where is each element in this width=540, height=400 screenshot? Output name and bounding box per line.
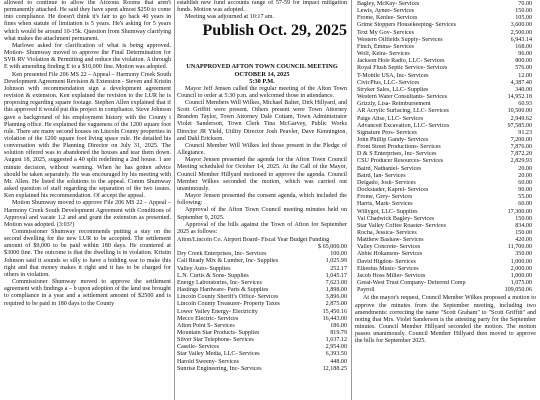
paragraph-intro: establish new fund accounts range of 57-59 for impact mitigation funds. Motion was adopted. <box>177 0 347 14</box>
bill-name: Energy Laboratories, Inc- Services <box>177 279 262 286</box>
bill-amount: 340.00 <box>515 86 532 93</box>
bill-row <box>355 151 536 158</box>
bill-amount: 70.00 <box>518 1 532 7</box>
bill-name: Bagley, McKay- Services <box>357 1 420 7</box>
bill-row <box>355 216 536 223</box>
bill-row <box>355 280 536 287</box>
bill-row <box>355 51 536 58</box>
bill-name: Call Ready Mix & Lumber, Inc- Supplies <box>177 258 279 265</box>
bill-name: Great-West Trust Company- Deferred Comp <box>357 280 466 287</box>
bill-amount: 60.00 <box>518 201 532 208</box>
bill-amount: 252.17 <box>330 265 347 272</box>
bill-row <box>355 123 536 130</box>
bill-row <box>177 366 347 373</box>
bill-name: Matthew Bashaw- Services <box>357 237 424 244</box>
bill-amount: 20.00 <box>518 165 532 172</box>
bill-amount: 7,876.00 <box>510 144 532 151</box>
column-middle <box>177 0 347 400</box>
bill-row <box>355 30 536 37</box>
bill-amount: 834.00 <box>515 222 532 229</box>
bill-name: Mecco Electric- Services <box>177 315 239 322</box>
bill-name: Stryker Sales, LLC- Supplies <box>357 86 429 93</box>
paragraph: Council Member Will Wilkes led those present in the Pledge of Allegiance. <box>177 142 347 157</box>
bill-name: Lewis, Aynee- Services <box>357 8 415 15</box>
publish-date: Publish Oct. 29, 2025 <box>202 22 347 40</box>
paragraph: Mayor Jensen presented the agenda for the Afton Town Council Meeting scheduled for October 14, 2025. At the Call of the Mayor, Council Member Hillyard motioned to approve the agenda. Council Member Wilkes seconded the motion, which was carried out unanimously. <box>177 157 347 192</box>
bill-name: Western Oilfields Supply- Services <box>357 36 443 43</box>
bill-name: Grime Stoppers Housekeeping- Services <box>357 22 456 29</box>
bill-name: Grizzly, Lisa- Reimbursement <box>357 101 431 108</box>
bill-name: Advanced Excavation, LLC- Services <box>357 122 450 129</box>
column-left <box>4 0 171 400</box>
bill-row <box>355 144 536 151</box>
bill-amount: 100.00 <box>330 251 347 258</box>
bill-amount: 20.00 <box>518 172 532 179</box>
bill-rows <box>177 251 347 373</box>
bill-name: Afton/Lincoln Co. Airport Board- Fiscal Year Budget Funding <box>177 236 330 243</box>
bill-name: Lower Valley Energy- Electricity <box>177 308 258 315</box>
bill-row <box>177 258 347 265</box>
bill-amount: 1,637.12 <box>325 337 347 344</box>
bill-amount: 448.00 <box>330 358 347 365</box>
bill-amount: 4,387.40 <box>510 79 532 86</box>
bill-name: CSU Producer Resources- Services <box>357 158 444 165</box>
paragraph: Commissioner Shumway moved to approve the settlement agreement with findings a – b upon adoption of the land use brought to compliance in a year and a settlement amount of $2500 and is required to be paid in 180 days to the County <box>4 279 171 307</box>
bill-name: Harold Sweeny- Services <box>177 358 239 365</box>
bill-name: Mountain Star Products- Supplies <box>177 330 260 336</box>
bill-amount: 55.00 <box>518 194 532 201</box>
bill-rows <box>355 1 536 294</box>
column-divider-2 <box>351 0 352 400</box>
bill-row <box>177 316 347 323</box>
paragraph: Mayor Jensen presented the consent agenda, which included the following: <box>177 193 347 207</box>
bill-row <box>355 137 536 144</box>
bill-row <box>355 158 536 165</box>
bill-name: CivicPlus, LLC- Services <box>357 79 420 86</box>
bill-row <box>177 266 347 273</box>
bill-amount: 819.79 <box>330 330 347 336</box>
bill-name: Jacob Hoss Miller- Services <box>357 272 426 279</box>
bill-amount: 105.00 <box>515 15 532 22</box>
bill-amount: 2,500.00 <box>510 29 532 36</box>
bill-row <box>177 323 347 330</box>
bill-name: Elkestus Music- Services <box>357 265 419 272</box>
bill-amount: 90.00 <box>518 187 532 194</box>
bill-row <box>355 230 536 237</box>
bill-row <box>177 359 347 366</box>
notice-time: 5:30 P.M. <box>249 78 275 86</box>
paragraph: At the mayor's request, Council Member Wilkes proposed a motion to approve the minutes from the September meeting, including two amendments: correcting the name "Scott Graham" to "Scott Griffitt" and noting that Mrs. Violet Sanderson is the attesting party for the September minutes. Council Member Hillyard seconded the motion. The motion passes unanimously. Council Member Hillyard then moved to approve the bills for September 2025. <box>355 295 536 345</box>
bill-amount: 2,949.62 <box>510 115 532 122</box>
bills-list-middle <box>177 237 347 373</box>
bill-amount: 2,875.00 <box>325 301 347 308</box>
bill-name: Front Street Productions- Services <box>357 144 441 151</box>
paragraph: Motion Shumway moved to approve File 206 MS 22 – Appeal – Harmony Creek South Development Agreement with Conditions of Approval and vacate 1.2 and and grant the extension as presented. Motion was adopted. (3:03?) <box>4 200 171 228</box>
bill-amount: 1,000.00 <box>510 272 532 279</box>
bill-name: Rocha, Jessica- Services <box>357 230 417 236</box>
bill-name: Finch, Emma- Services <box>357 43 415 50</box>
bill-name: Jackson Hole Radio, LLC- Services <box>357 58 445 65</box>
bill-name: Abbie Hokanson- Services <box>357 251 423 258</box>
bill-amount: 186.00 <box>330 322 347 329</box>
spacer <box>177 56 347 63</box>
bill-row <box>355 209 536 216</box>
bill-row <box>177 309 347 316</box>
bill-row <box>177 301 347 308</box>
bill-name: Baird, Ian- Services <box>357 172 406 179</box>
bill-row <box>355 15 536 22</box>
bill-amount: 60.00 <box>518 179 532 186</box>
bill-row <box>355 259 536 266</box>
bill-amount: 1,898.00 <box>325 287 347 294</box>
bill-name: Silver Star Telephone- Services <box>177 337 254 344</box>
bill-amount: 91.23 <box>518 129 532 136</box>
bill-row <box>355 108 536 115</box>
bill-row <box>355 273 536 280</box>
bill-amount: 97,585.00 <box>507 122 532 129</box>
bill-row <box>355 287 536 294</box>
bill-amount: 2,829.93 <box>510 158 532 165</box>
bill-amount: 60.93 <box>518 101 532 108</box>
bill-amount: 800.00 <box>515 58 532 65</box>
bill-name: Frome, Kenlee- Services <box>357 15 418 22</box>
bill-amount: 350.00 <box>515 251 532 258</box>
bill-row <box>355 201 536 208</box>
bill-name: Willygot, LLC- Supplies <box>357 208 418 215</box>
bill-amount: 6,943.14 <box>510 36 532 43</box>
bill-amount: 12,188.25 <box>322 365 347 372</box>
bill-row <box>355 244 536 251</box>
bill-amount: 96.00 <box>518 51 532 58</box>
bill-amount: 7,872.20 <box>510 151 532 158</box>
bill-row <box>355 251 536 258</box>
bill-row <box>355 94 536 101</box>
bill-name: Star Valley Media, LLC- Services <box>177 351 260 358</box>
bill-amount: 1,025.99 <box>325 258 347 265</box>
bill-amount: 7,623.00 <box>325 279 347 286</box>
bill-row <box>355 101 536 108</box>
bill-amount: 15,450.16 <box>322 308 347 315</box>
column-divider-1 <box>174 0 175 400</box>
bill-row <box>177 294 347 301</box>
bill-name: John Phillip Gandy- Services <box>357 136 429 143</box>
bill-row <box>177 273 347 280</box>
bill-amount: 1,045.17 <box>325 272 347 279</box>
bill-name: Dockstader, Kaprel- Services <box>357 187 429 194</box>
bill-amount: 420.00 <box>515 237 532 244</box>
bill-name: Star Valley Coffee Roaster- Services <box>357 222 447 229</box>
paragraph: Ken presented File 206 MS 22 – Appeal – Harmony Creek South Development Agreement Revision & Extension - Steven and Kristin Johnson with recommendation sign a development agreement revision & extension. Ken explained the revision to the LUR he is proposing regarding square footage. Stephen Allen explained that if this approved it would put this project in compliance. Steve Johnson gave a background of his employment history with the County t Planning office. He explained the vagueness of the 1200 square foot rule. There are many second houses on Lincoln County properties in violation of the 1200 square foot living space rule. He detailed his conversation with the Planning Director on July 31, 2025. The solution offered was to abandoned the houses and tear them down. August 18, 2025, suggested a 40 split redefining a 2nd house. 1 are minute decision, without warning. When he has gotten advice should be taken separately. He was encouraged by his meeting with Mr. Allen. He listed the solutions to the appeal. Comm Shumway asked question of staff regarding the separation of the two issues. Ken explained his recommendation. Of accept the appeal. <box>4 71 171 200</box>
bill-name: Harris, Mark- Services <box>357 201 413 208</box>
bill-name: Dry Creek Enterprises, Inc- Services <box>177 251 267 258</box>
bill-amount: $ 65,000.00 <box>318 244 347 251</box>
bill-name: Caselle- Services <box>177 344 220 351</box>
bill-name: AR Acrylic Surfacing, LLC- Services <box>357 108 449 115</box>
bill-row <box>355 223 536 230</box>
bill-name: Paige Alise, LLC- Services <box>357 115 424 122</box>
bill-amount: 11,700.00 <box>507 244 532 251</box>
paragraph: Approval of the bills against the Town of Afton for September 2025 as follows: <box>177 221 347 235</box>
bill-name: Valley Concrete- Services <box>357 244 421 251</box>
bill-name: Signature Pros- Services <box>357 129 417 136</box>
bill-row <box>177 280 347 287</box>
bill-amount: 1,075.00 <box>510 280 532 287</box>
bill-name: Lincoln County Sheriff's Office- Services <box>177 294 279 301</box>
paragraph: Marlowe asked for clarification of what is being approved. Motion- Shumway moved to approve the Final Determination for SVR RV Violation & Permitting and reduce the violation. A through E with amending finding E to a $10,000 fine. Motion was adopted. <box>4 42 171 71</box>
bill-row <box>355 65 536 72</box>
bill-row <box>355 73 536 80</box>
bill-amount: 150.00 <box>515 230 532 236</box>
bill-amount: 150.00 <box>515 215 532 222</box>
bill-name: Afton Point S- Services <box>177 322 235 329</box>
bill-row <box>355 187 536 194</box>
bill-amount: 12.00 <box>518 72 532 79</box>
bill-row <box>355 266 536 273</box>
bill-row <box>355 130 536 137</box>
bill-row <box>355 194 536 201</box>
bill-name: Valley Auto- Supplies <box>177 265 231 272</box>
bill-row <box>355 87 536 94</box>
bill-amount: 109,050.06 <box>504 287 532 294</box>
bill-row <box>355 116 536 123</box>
bill-row <box>177 344 347 351</box>
bill-amount: 6,393.50 <box>325 351 347 358</box>
bill-row <box>177 330 347 337</box>
bill-row <box>177 351 347 358</box>
bill-row <box>355 1 536 8</box>
bill-row <box>355 237 536 244</box>
bill-amount: 576.00 <box>515 65 532 72</box>
bill-name: Delgado, Josh- Services <box>357 179 416 186</box>
paragraph: allowed to continue to allow the Airzona Rooms that aren't permanently attached. He said they have spent almost $250 to come into compliance. He doesn't think it's fair to go back 40 years in fines when statute of limitation is 5 years. He's asking for 5 years which would be around 10-15k. Question from Shumway clarifying what makes the attachment permanent. <box>4 0 171 42</box>
bill-name: Val Chadwick Bagley- Services <box>357 215 435 222</box>
bill-name: Baird, Nathaniel- Services <box>357 165 422 172</box>
bill-name: Text My Gov- Services <box>357 29 414 36</box>
bill-row <box>355 180 536 187</box>
bill-amount: 10,500.00 <box>507 108 532 115</box>
bill-amount: 7,200.00 <box>510 136 532 143</box>
notice-date: OCTOBER 14, 2025 <box>234 70 290 78</box>
bill-amount: 3,600.00 <box>510 22 532 29</box>
bill-name: D & S Enterprises, Inc- Services <box>357 151 437 158</box>
bill-row <box>355 8 536 15</box>
bill-name: T-Mobile USA, Inc- Services <box>357 72 429 79</box>
bill-amount: 3,896.00 <box>325 294 347 301</box>
bill-name: L.N. Curtis & Sons- Supplies <box>177 272 249 279</box>
bill-name: Sunrise Engineering, Inc- Services <box>177 365 262 372</box>
bill-row <box>355 58 536 65</box>
bill-row <box>355 37 536 44</box>
bill-amount: 1,000.00 <box>510 258 532 265</box>
bill-amount: 16,443.00 <box>322 315 347 322</box>
bill-amount: 150.00 <box>515 8 532 15</box>
bill-row <box>355 80 536 87</box>
bill-row-header-amount <box>177 244 347 251</box>
bill-amount: 2,954.00 <box>325 344 347 351</box>
bill-row <box>355 44 536 51</box>
bill-row <box>177 287 347 294</box>
paragraph: Approval of the Afton Town Council meeting minutes held on September 9, 2025. <box>177 207 347 221</box>
bill-name: Hastings Hardware- Parts & Supplies <box>177 287 269 294</box>
paragraph: Commissioner Shumway recommends putting a stay on the second dwelling for the new LUR to be accepted. The settlement amount of $9,000 to be paid within 180 days. He countered at $3000 fine. The outcome is that the dwelling is in violation. Kristin Johnson said it sounds so silly to have a bidding war to make this right and that money makes it right and it has to be charged for others in violation. <box>4 229 171 278</box>
paragraph: Mayor Jeff Jensen called the regular meeting of the Afton Town Council to order at 5:30 p.m. and welcomed those in attendance. <box>177 85 347 99</box>
bill-row <box>355 22 536 29</box>
column-right <box>355 0 536 400</box>
bill-row <box>355 166 536 173</box>
bills-list-right <box>355 1 536 294</box>
bill-name: David Higdon- Services <box>357 258 416 265</box>
bill-row <box>355 173 536 180</box>
bill-name: Wolf, Keira- Services <box>357 51 410 58</box>
notice-heading: UNAPPROVED AFTON TOWN COUNCIL MEETING <box>186 63 338 71</box>
bill-amount: 14,952.18 <box>507 94 532 101</box>
bill-name: Western Water Consultants- Services <box>357 94 448 101</box>
bill-name: Lincoln County Treasurer- Property Taxes <box>177 301 280 308</box>
bill-amount: 2,000.00 <box>510 265 532 272</box>
bill-name: Royal Flush Septic Service- Services <box>357 65 448 72</box>
bill-row <box>177 337 347 344</box>
bill-name: Payroll <box>357 287 375 294</box>
bill-name: Frome, Grey- Services <box>357 194 413 201</box>
bill-amount: 17,300.00 <box>507 208 532 215</box>
bill-amount: 168.00 <box>515 43 532 50</box>
adjourn-note: Meeting was adjourned at 10:17 am. <box>185 14 275 21</box>
paragraph: Council Members Will Wilkes, Michael Balter, Dirk Hillyard, and Scott Griffitt were present. Others present were Town Attorney Brandon Taylor, Town Attorney Dale Cottam, Town Administrator Violet Sanderson, Town Clerk Tina McGarvey, Public Works Director JR Yield, Utility Director Josh Peavler, Dave Kennington, and Dahl Erickson. <box>177 100 347 142</box>
bill-row <box>177 251 347 258</box>
